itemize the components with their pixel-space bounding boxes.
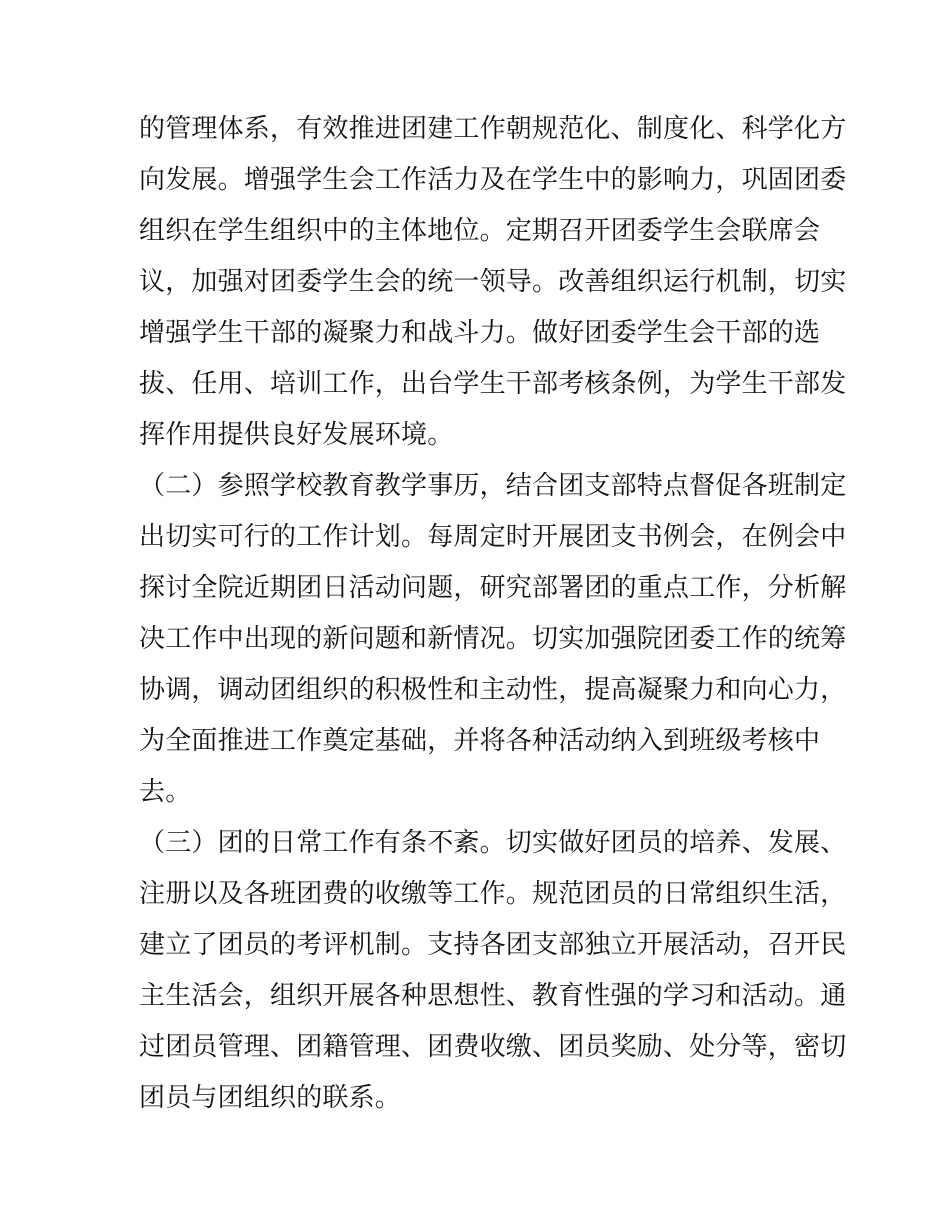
text-line: 为全面推进工作奠定基础，并将各种活动纳入到班级考核中: [139, 726, 821, 756]
document-body: [139, 104, 847, 1124]
text-line: 议，加强对团委学生会的统一领导。改善组织运行机制，切实: [139, 267, 847, 297]
text-line: 拔、任用、培训工作，出台学生干部考核条例，为学生干部发: [139, 369, 847, 399]
text-line: 向发展。增强学生会工作活力及在学生中的影响力，巩固团委: [139, 165, 847, 195]
text-line: （二）参照学校教育教学事历，结合团支部特点督促各班制定: [139, 471, 847, 501]
text-line: 探讨全院近期团日活动问题，研究部署团的重点工作，分析解: [139, 573, 847, 603]
text-line: （三）团的日常工作有条不紊。切实做好团员的培养、发展、: [139, 828, 847, 858]
text-line: 决工作中出现的新问题和新情况。切实加强院团委工作的统筹: [139, 624, 847, 654]
text-line: 增强学生干部的凝聚力和战斗力。做好团委学生会干部的选: [139, 318, 821, 348]
text-line: 去。: [139, 777, 192, 807]
text-line: 协调，调动团组织的积极性和主动性，提高凝聚力和向心力，: [139, 675, 847, 705]
text-line: 出切实可行的工作计划。每周定时开展团支书例会，在例会中: [139, 522, 847, 552]
text-line: 组织在学生组织中的主体地位。定期召开团委学生会联席会: [139, 216, 821, 246]
text-line: 主生活会，组织开展各种思想性、教育性强的学习和活动。通: [139, 981, 847, 1011]
text-line: 团员与团组织的联系。: [139, 1083, 402, 1113]
text-line: 挥作用提供良好发展环境。: [139, 420, 454, 450]
text-line: 过团员管理、团籍管理、团费收缴、团员奖励、处分等，密切: [139, 1032, 847, 1062]
text-line: 建立了团员的考评机制。支持各团支部独立开展活动，召开民: [139, 930, 847, 960]
text-line: 的管理体系，有效推进团建工作朝规范化、制度化、科学化方: [139, 114, 847, 144]
text-line: 注册以及各班团费的收缴等工作。规范团员的日常组织生活，: [139, 879, 847, 909]
